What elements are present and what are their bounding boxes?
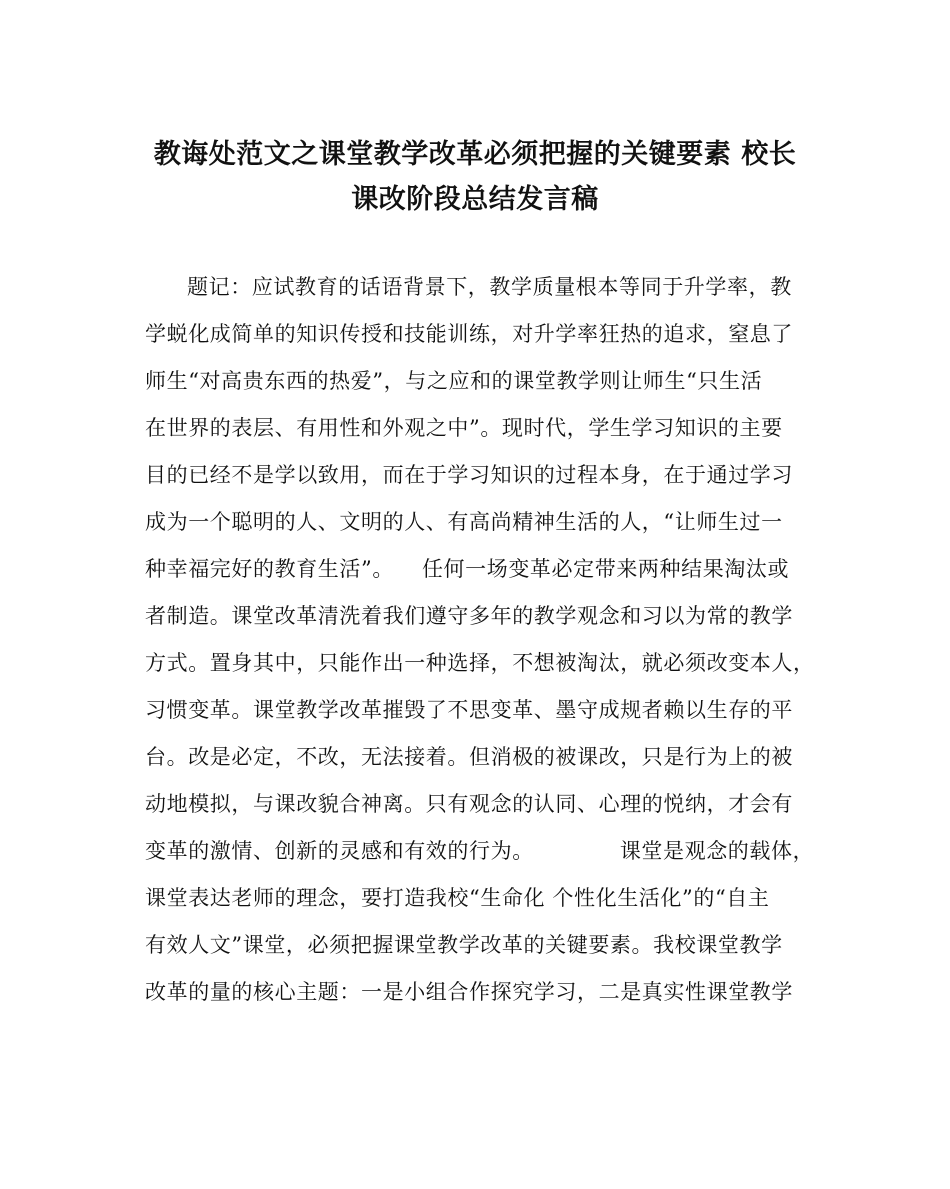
body-line: 成为一个聪明的人、文明的人、有高尚精神生活的人，“让师生过一	[145, 510, 783, 534]
body-line-text: 变革的激情、创新的灵感和有效的行为。	[145, 839, 534, 863]
body-line: 动地模拟，与课改貌合神离。只有观念的认同、心理的悦纳，才会有	[145, 792, 793, 816]
body-line: 者制造。课堂改革清洗着我们遵守多年的教学观念和习以为常的教学	[145, 604, 793, 628]
body-line: 习惯变革。课堂教学改革摧毁了不思变革、墨守成规者赖以生存的平	[145, 698, 793, 722]
body-line: 师生“对高贵东西的热爱”，与之应和的课堂教学则让师生“只生活	[145, 369, 763, 393]
body-line: 课堂表达老师的理念，要打造我校“生命化 个性化生活化”的“自主	[145, 886, 770, 910]
document-body	[145, 268, 815, 1020]
body-line	[145, 550, 810, 597]
document-title-line-2: 课改阶段总结发言稿	[351, 184, 599, 215]
body-line: 方式。置身其中，只能作出一种选择，不想被淘汰，就必须改变本人，	[145, 651, 815, 675]
body-line: 有效人文”课堂，必须把握课堂教学改革的关键要素。我校课堂教学	[145, 933, 783, 957]
body-line: 台。改是必定，不改，无法接着。但消极的被课改，只是行为上的被	[145, 745, 793, 769]
body-line: 目的已经不是学以致用，而在于学习知识的过程本身，在于通过学习	[145, 463, 793, 487]
document-title-line-1: 教诲处范文之课堂教学改革必须把握的关键要素 校长	[153, 139, 797, 170]
body-line-text: 题记：应试教育的话语背景下，教学质量根本等同于升学率，教	[187, 275, 792, 299]
body-line-text: 种幸福完好的教育生活”。	[145, 557, 394, 581]
body-line-text: 任何一场变革必定带来两种结果淘汰或	[421, 557, 790, 581]
body-line: 学蜕化成简单的知识传授和技能训练，对升学率狂热的追求，窒息了	[145, 322, 793, 346]
body-line	[145, 268, 810, 315]
body-line: 改革的量的核心主题：一是小组合作探究学习，二是真实性课堂教学	[145, 980, 793, 1004]
body-line: 在世界的表层、有用性和外观之中”。现时代，学生学习知识的主要	[145, 416, 783, 440]
body-line	[145, 832, 815, 879]
body-line-text: 课堂是观念的载体，	[619, 839, 815, 863]
